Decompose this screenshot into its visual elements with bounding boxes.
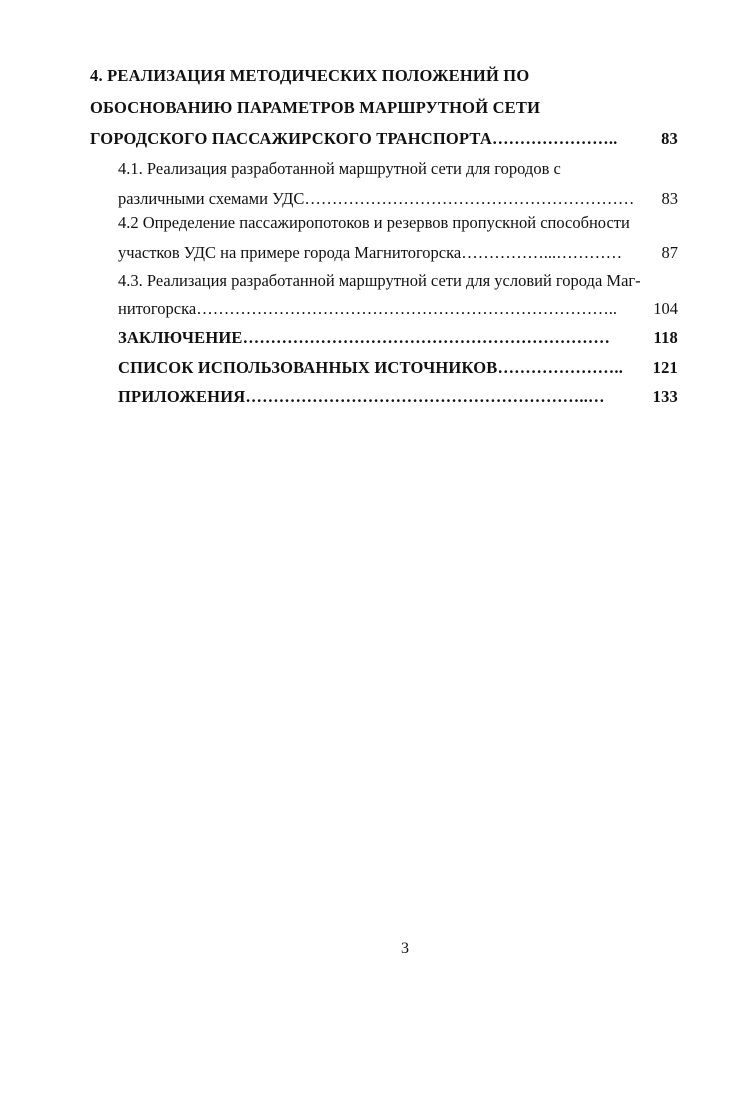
- toc-section-4-3-line-2: нитогорска: [118, 299, 197, 318]
- toc-chapter-4-title-line-1: 4. РЕАЛИЗАЦИЯ МЕТОДИЧЕСКИХ ПОЛОЖЕНИЙ ПО: [90, 66, 530, 85]
- toc-section-4-3-line-1: 4.3. Реализация разработанной маршрутной сети для условий города Маг-: [118, 271, 641, 290]
- toc-section-4-2-page: 87: [661, 243, 678, 262]
- toc-section-4-3-leader: …………………………………………………………………..: [196, 299, 617, 318]
- toc-appendices-leader: ……………………………………………………..…: [245, 387, 605, 406]
- toc-references-page: 121: [652, 358, 678, 377]
- toc-appendices-entry: [118, 387, 678, 407]
- toc-section-4-1-leader: ……………………………………………………: [304, 189, 635, 208]
- toc-references-entry: [118, 358, 678, 378]
- toc-section-4-2-leader: ……………...…………: [461, 243, 623, 262]
- toc-appendices-label: ПРИЛОЖЕНИЯ: [118, 387, 246, 406]
- toc-conclusion-leader: …………………………………………………………: [242, 328, 611, 347]
- toc-chapter-4-title-line-3: ГОРОДСКОГО ПАССАЖИРСКОГО ТРАНСПОРТА: [90, 129, 492, 148]
- toc-section-4-2-entry: [118, 243, 678, 263]
- toc-chapter-4-entry: [90, 129, 678, 149]
- toc-section-4-1-line-2: различными схемами УДС: [118, 189, 305, 208]
- toc-section-4-1-line-1: 4.1. Реализация разработанной маршрутной сети для городов с: [118, 159, 561, 178]
- toc-conclusion-entry: [118, 328, 678, 348]
- toc-chapter-4-leader: …………………..: [491, 129, 618, 148]
- toc-conclusion-label: ЗАКЛЮЧЕНИЕ: [118, 328, 243, 347]
- toc-section-4-1-page: 83: [661, 189, 678, 208]
- toc-section-4-3-page: 104: [653, 299, 678, 318]
- toc-section-4-2-line-1: 4.2 Определение пассажиропотоков и резервов пропускной способности: [118, 213, 630, 232]
- toc-references-leader: …………………..: [497, 358, 624, 377]
- page-number: 3: [401, 940, 409, 957]
- toc-chapter-4-title-line-2: ОБОСНОВАНИЮ ПАРАМЕТРОВ МАРШРУТНОЙ СЕТИ: [90, 98, 541, 117]
- toc-appendices-page: 133: [652, 387, 678, 406]
- toc-references-label: СПИСОК ИСПОЛЬЗОВАННЫХ ИСТОЧНИКОВ: [118, 358, 498, 377]
- toc-section-4-3-entry: [118, 299, 678, 319]
- toc-section-4-2-line-2: участков УДС на примере города Магнитогорска: [118, 243, 462, 262]
- toc-chapter-4-page: 83: [661, 129, 678, 148]
- toc-section-4-1-entry: [118, 189, 678, 209]
- toc-conclusion-page: 118: [653, 328, 678, 347]
